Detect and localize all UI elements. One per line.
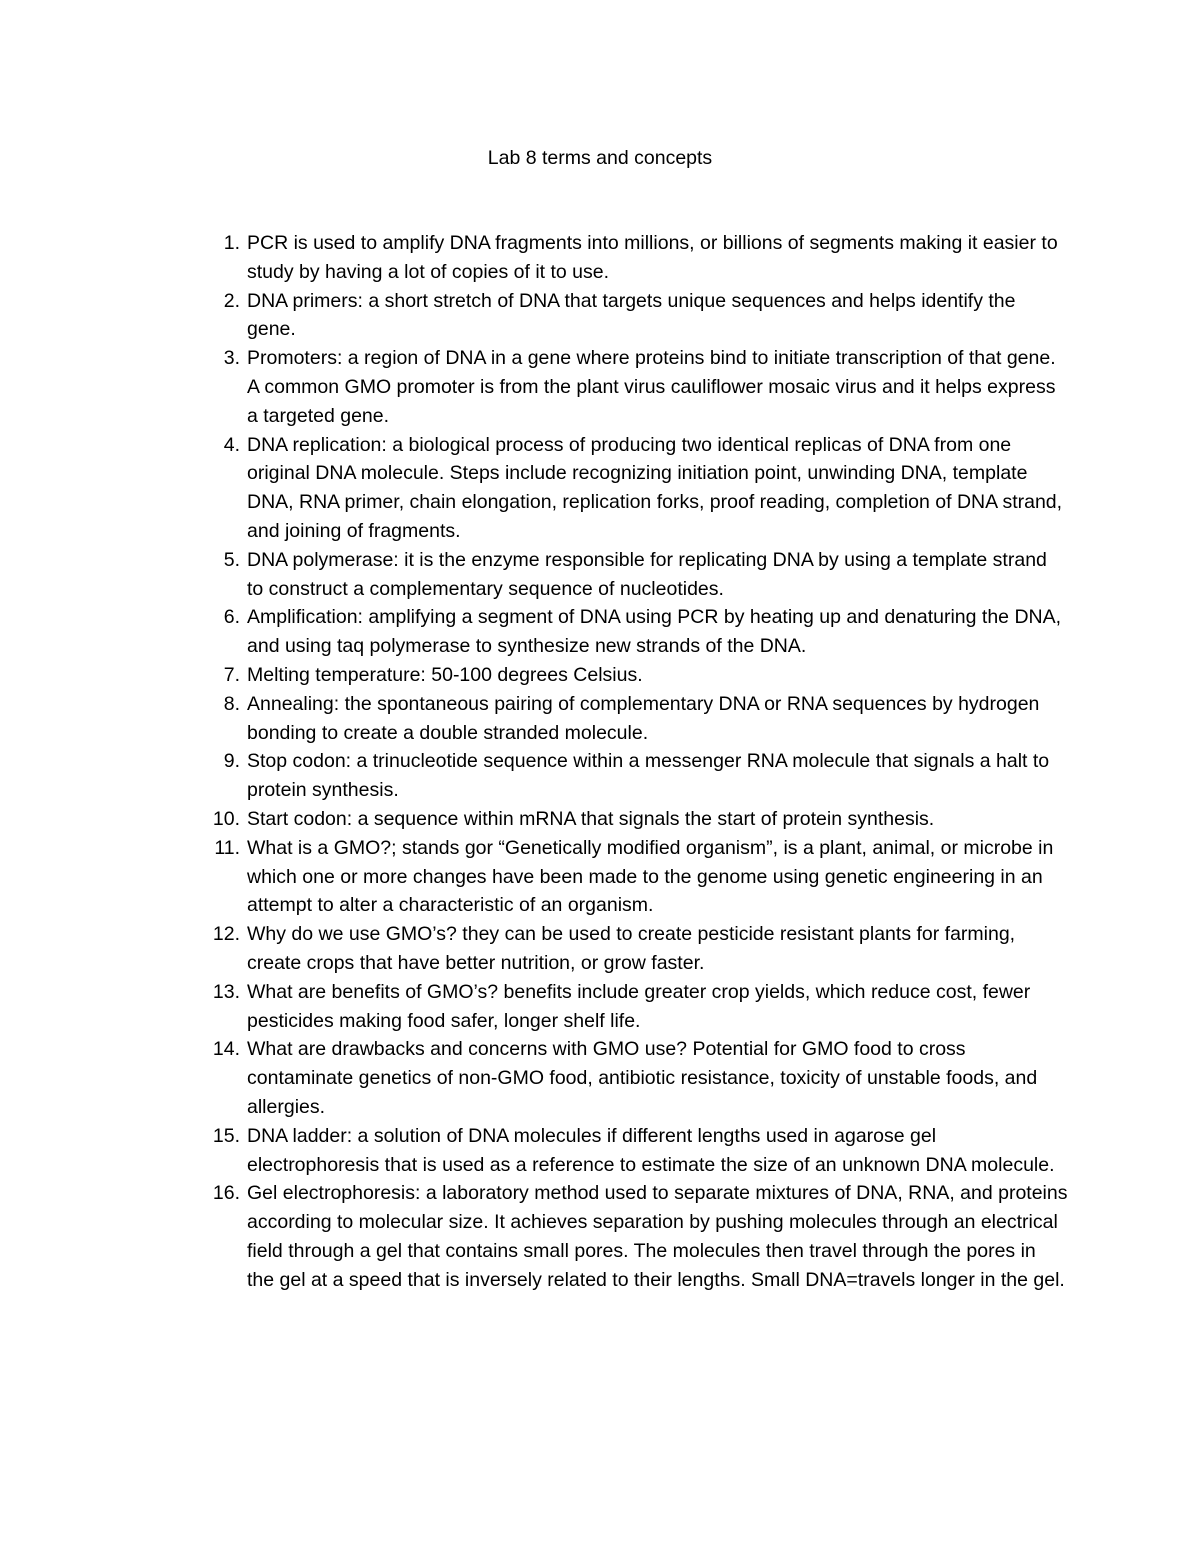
list-item-number: 7. (223, 663, 240, 686)
list-item-text: Why do we use GMO’s? they can be used to create pesticide resistant plants for farming, create crops that have better nutrition, or grow faster. (247, 923, 1016, 974)
list-item-number: 6. (223, 606, 240, 629)
list-item (200, 834, 1068, 920)
list-item-number: 11. (214, 836, 240, 859)
list-item-number: 3. (223, 347, 240, 370)
list-item (200, 805, 1068, 834)
list-item (200, 690, 1068, 748)
list-item-number: 13. (212, 980, 240, 1003)
list-item-number: 1. (223, 232, 240, 254)
list-item-text: DNA polymerase: it is the enzyme responsible for replicating DNA by using a template strand to construct a complementary sequence of nucleotides. (247, 548, 1047, 600)
list-item (200, 920, 1068, 978)
list-item (200, 431, 1068, 546)
list-item-text: DNA primers: a short stretch of DNA that targets unique sequences and helps identify the gene. (247, 289, 1016, 341)
list-item (200, 1035, 1068, 1121)
list-item-text: Amplification: amplifying a segment of DNA using PCR by heating up and denaturing the DNA, and using taq polymerase to synthesize new strands of the DNA. (247, 606, 1062, 658)
list-item (200, 747, 1068, 805)
list-item-number: 12. (212, 923, 240, 946)
list-item-text: Promoters: a region of DNA in a gene where proteins bind to initiate transcription of that gene. A common GMO promoter is from the plant virus cauliflower mosaic virus and it helps express a targeted gene. (247, 347, 1056, 427)
document-title: Lab 8 terms and concepts (487, 147, 713, 169)
list-item (200, 287, 1068, 345)
list-item-text: Gel electrophoresis: a laboratory method used to separate mixtures of DNA, RNA, and proteins according to molecular size. It achieves separation by pushing molecules through an electrical field through a gel that contains small pores. The molecules then travel through the pores in the gel at a speed that is inversely related to their lengths. Small DNA=travels longer in the gel. (247, 1182, 1068, 1291)
list-item (200, 661, 1068, 690)
list-item (200, 229, 1068, 287)
list-item-number: 5. (223, 548, 240, 571)
list-item-text: PCR is used to amplify DNA fragments into millions, or billions of segments making it easier to study by having a lot of copies of it to use. (247, 232, 1058, 283)
list-item-text: What is a GMO?; stands gor “Genetically modified organism”, is a plant, animal, or microbe in which one or more changes have been made to the genome using genetic engineering in an attempt to alter a characteristic of an organism. (247, 836, 1054, 917)
list-item-text: What are drawbacks and concerns with GMO use? Potential for GMO food to cross contaminate genetics of non-GMO food, antibiotic resistance, toxicity of unstable foods, and allergies. (247, 1038, 1038, 1118)
list-item (200, 1179, 1068, 1294)
list-item (200, 344, 1068, 430)
list-item-number: 10. (212, 807, 240, 830)
list-item-number: 9. (223, 750, 240, 773)
list-item-text: Annealing: the spontaneous pairing of complementary DNA or RNA sequences by hydrogen bonding to create a double stranded molecule. (247, 692, 1040, 744)
list-item-number: 4. (223, 433, 240, 456)
list-item-number: 2. (223, 289, 240, 312)
list-item-number: 16. (212, 1182, 240, 1205)
list-item-text: Start codon: a sequence within mRNA that signals the start of protein synthesis. (247, 807, 935, 830)
list-item-text: DNA replication: a biological process of producing two identical replicas of DNA from one original DNA molecule. Steps include recognizing initiation point, unwinding DNA, template DNA, RNA primer, chain elongation, replication forks, proof reading, completion of DNA strand, and joining of fragments. (247, 433, 1063, 542)
list-item (200, 603, 1068, 661)
list-item-text: DNA ladder: a solution of DNA molecules if different lengths used in agarose gel electrophoresis that is used as a reference to estimate the size of an unknown DNA molecule. (247, 1124, 1055, 1176)
list-item-text: What are benefits of GMO’s? benefits include greater crop yields, which reduce cost, fewer pesticides making food safer, longer shelf life. (247, 980, 1031, 1032)
list-item-text: Stop codon: a trinucleotide sequence within a messenger RNA molecule that signals a halt to protein synthesis. (247, 750, 1050, 802)
list-item (200, 1122, 1068, 1180)
list-item-number: 14. (212, 1038, 240, 1061)
list-item-number: 15. (212, 1124, 240, 1147)
list-item-text: Melting temperature: 50-100 degrees Celsius. (247, 663, 643, 686)
list-item-number: 8. (223, 692, 240, 715)
term-list (200, 229, 1068, 1294)
list-item (200, 546, 1068, 604)
list-item (200, 978, 1068, 1036)
